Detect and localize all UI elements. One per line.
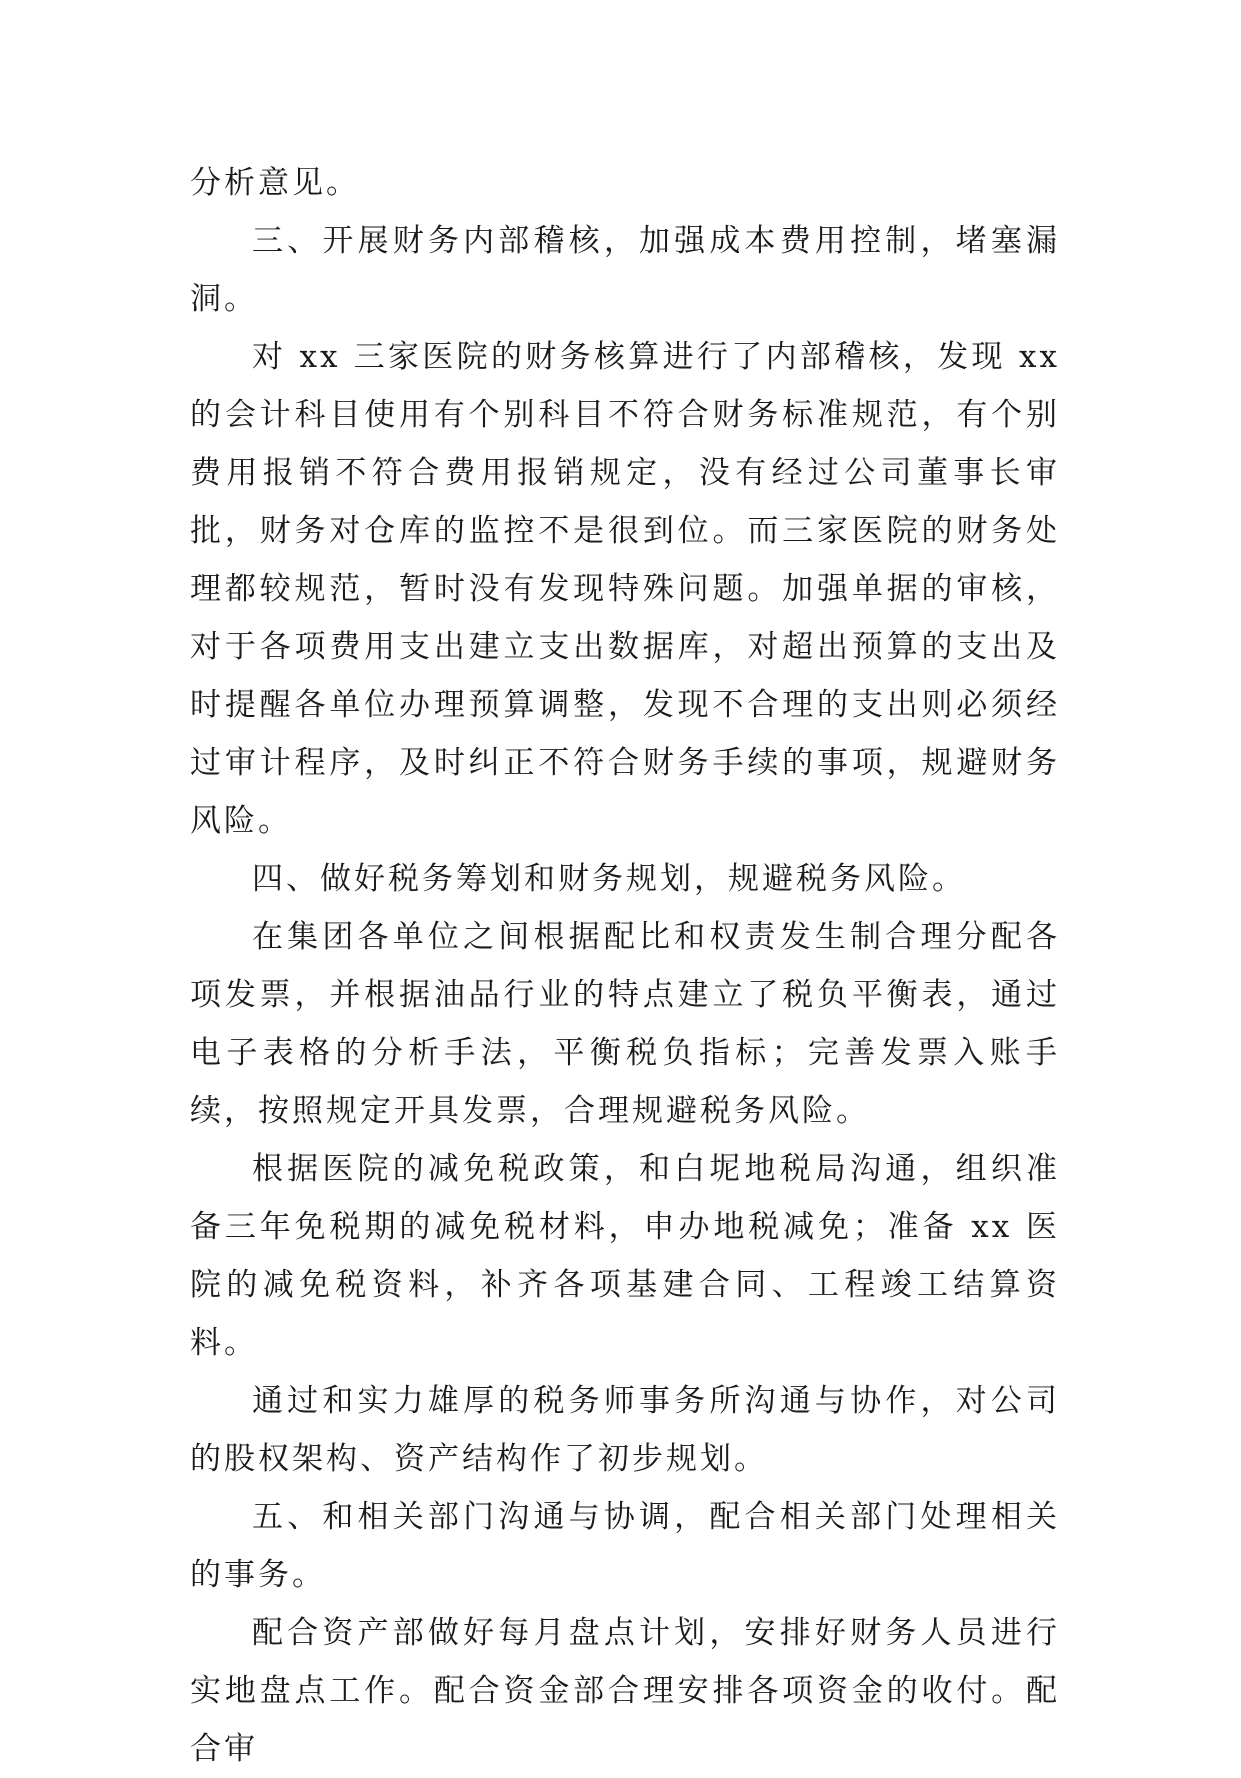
paragraph-audit: 对 xx 三家医院的财务核算进行了内部稽核，发现 xx 的会计科目使用有个别科目不符合财务标准规范，有个别费用报销不符合费用报销规定，没有经过公司董事长审批，财务对仓库的监控不是很到位。而三家医院的财务处理都较规范，暂时没有发现特殊问题。加强单据的审核，对于各项费用支出建立支出数据库，对超出预算的支出及时提醒各单位办理预算调整，发现不合理的支出则必须经过审计程序，及时纠正不符合财务手续的事项，规避财务风险。	[190, 339, 1060, 839]
paragraph-tax-planning: 通过和实力雄厚的税务师事务所沟通与协作，对公司的股权架构、资产结构作了初步规划。	[190, 1383, 1060, 1477]
section-heading-5: 五、和相关部门沟通与协调，配合相关部门处理相关的事务。	[190, 1499, 1060, 1593]
section-heading-3: 三、开展财务内部稽核，加强成本费用控制，堵塞漏洞。	[190, 223, 1060, 317]
paragraph-coordination: 配合资产部做好每月盘点计划，安排好财务人员进行实地盘点工作。配合资金部合理安排各项资金的收付。配合审	[190, 1615, 1060, 1767]
paragraph-invoices: 在集团各单位之间根据配比和权责发生制合理分配各项发票，并根据油品行业的特点建立了税负平衡表，通过电子表格的分析手法，平衡税负指标；完善发票入账手续，按照规定开具发票，合理规避税务风险。	[190, 919, 1060, 1129]
paragraph-tax-exemption: 根据医院的减免税政策，和白坭地税局沟通，组织准备三年免税期的减免税材料，申办地税减免；准备 xx 医院的减免税资料，补齐各项基建合同、工程竣工结算资料。	[190, 1151, 1060, 1361]
paragraph-continuation: 分析意见。	[190, 165, 360, 201]
document-body	[190, 154, 1060, 1778]
section-heading-4: 四、做好税务筹划和财务规划，规避税务风险。	[252, 861, 966, 897]
